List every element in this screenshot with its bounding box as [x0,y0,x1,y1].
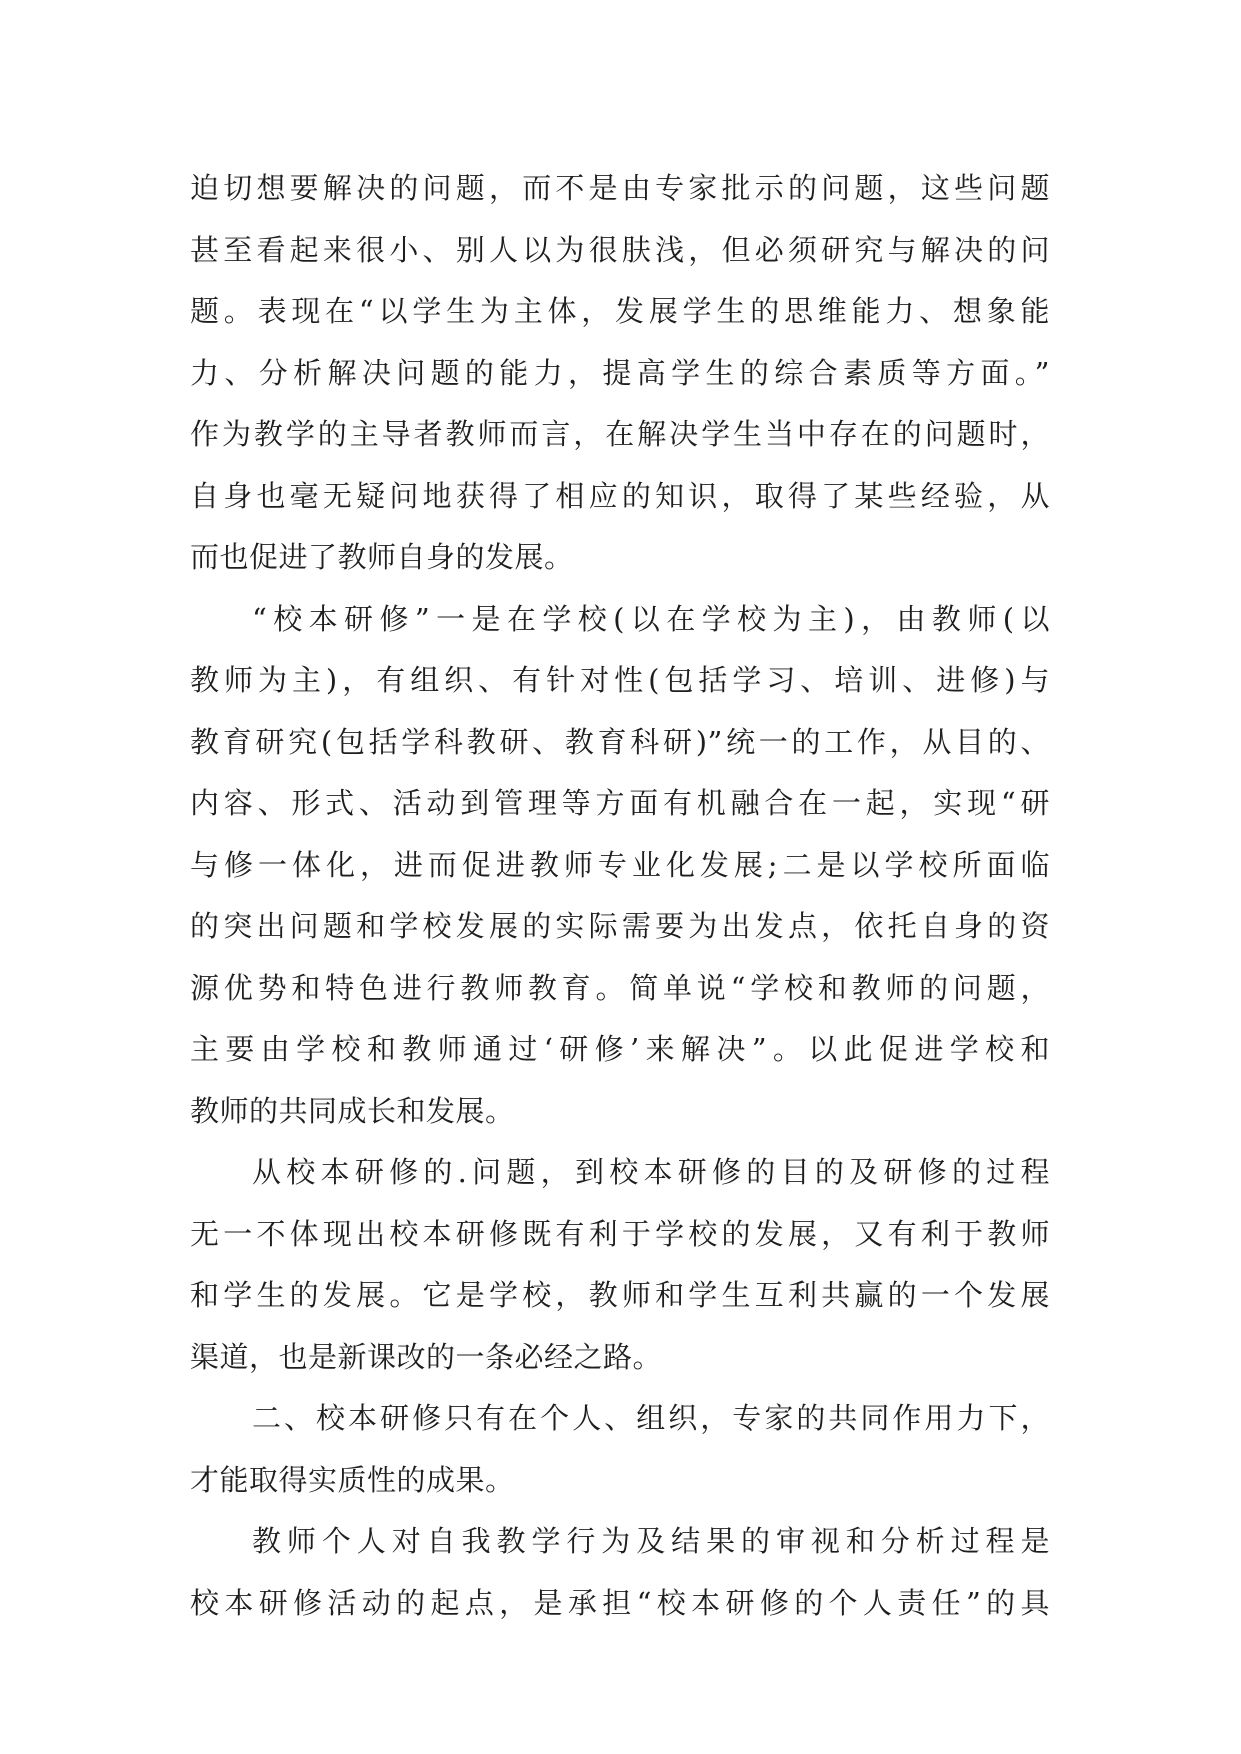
text-line: “校本研修”一是在学校(以在学校为主)，由教师(以 [252,601,1050,636]
text-line: 从校本研修的.问题，到校本研修的目的及研修的过程 [252,1155,1050,1189]
paragraph-3 [190,1142,1050,1388]
paragraph-2 [190,589,1050,1143]
text-line: 源优势和特色进行教师教育。简单说“学校和教师的问题， [190,970,1050,1005]
text-line: 才能取得实质性的成果。 [190,1462,515,1497]
text-line: 渠道，也是新课改的一条必经之路。 [190,1339,663,1374]
text-line: 而也促进了教师自身的发展。 [190,540,574,574]
document-body [190,158,1050,1634]
text-line: 校本研修活动的起点，是承担“校本研修的个人责任”的具 [190,1585,1050,1620]
text-line: 迫切想要解决的问题，而不是由专家批示的问题，这些问题 [190,171,1050,205]
text-line: 力、分析解决问题的能力，提高学生的综合素质等方面。” [190,355,1050,390]
text-line: 内容、形式、活动到管理等方面有机融合在一起，实现“研 [190,786,1050,820]
text-line: 教师为主)，有组织、有针对性(包括学习、培训、进修)与 [190,663,1050,697]
text-line: 二、校本研修只有在个人、组织，专家的共同作用力下， [252,1401,1050,1435]
text-line: 作为教学的主导者教师而言，在解决学生当中存在的问题时， [190,417,1050,451]
text-line: 题。表现在“以学生为主体，发展学生的思维能力、想象能 [190,294,1050,328]
text-line: 教师个人对自我教学行为及结果的审视和分析过程是 [252,1524,1050,1558]
text-line: 教师的共同成长和发展。 [190,1093,515,1128]
text-line: 和学生的发展。它是学校，教师和学生互利共赢的一个发展 [190,1278,1050,1312]
paragraph-4 [190,1388,1050,1511]
paragraph-5 [190,1511,1050,1634]
text-line: 甚至看起来很小、别人以为很肤浅，但必须研究与解决的问 [190,232,1050,267]
text-line: 主要由学校和教师通过‘研修’来解决”。以此促进学校和 [190,1032,1050,1066]
text-line: 无一不体现出校本研修既有利于学校的发展，又有利于教师 [190,1216,1050,1251]
text-line: 的突出问题和学校发展的实际需要为出发点，依托自身的资 [190,909,1050,943]
paragraph-1 [190,158,1050,589]
text-line: 教育研究(包括学科教研、教育科研)”统一的工作，从目的、 [190,724,1050,759]
text-line: 与修一体化，进而促进教师专业化发展;二是以学校所面临 [190,847,1050,882]
text-line: 自身也毫无疑问地获得了相应的知识，取得了某些经验，从 [190,478,1050,513]
